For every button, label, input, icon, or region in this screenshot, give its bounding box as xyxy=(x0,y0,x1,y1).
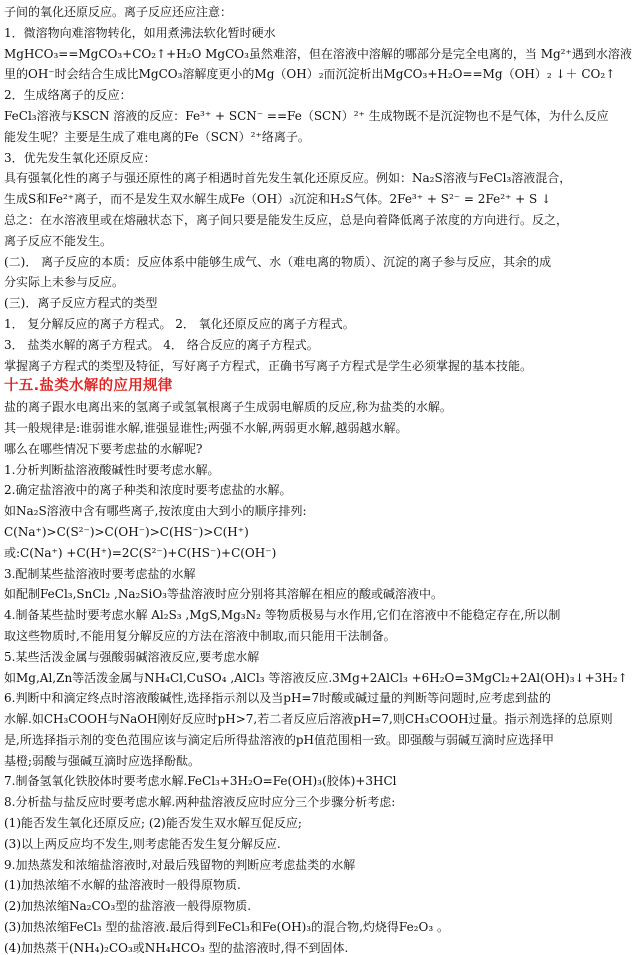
text-line: 3．优先发生氧化还原反应： xyxy=(4,150,156,165)
text-line: C(Na⁺)>C(S²⁻)>C(OH⁻)>C(HS⁻)>C(H⁺) xyxy=(4,524,249,539)
text-line: 2.确定盐溶液中的离子种类和浓度时要考虑盐的水解。 xyxy=(4,483,292,498)
text-line: 3.配制某些盐溶液时要考虑盐的水解 xyxy=(4,566,196,581)
text-line: 掌握离子方程式的类型及特征，写好离子方程式，正确书写离子方程式是学生必须掌握的基本技能。 xyxy=(4,358,533,373)
text-line: 离子反应不能发生。 xyxy=(4,233,113,248)
text-line: 盐的离子跟水电离出来的氢离子或氢氧根离子生成弱电解质的反应,称为盐类的水解。 xyxy=(4,400,452,415)
text-line: 水解.如CH₃COOH与NaOH刚好反应时pH>7,若二者反应后溶液pH=7,则CH₃COOH过量。指示剂选择的总原则 xyxy=(4,712,613,727)
text-line: 取这些物质时,不能用复分解反应的方法在溶液中制取,而只能用干法制备。 xyxy=(4,628,396,643)
text-line: (1)能否发生氧化还原反应; (2)能否发生双水解互促反应; xyxy=(4,816,302,831)
section-heading: 十五.盐类水解的应用规律 xyxy=(4,378,173,395)
text-line: (2)加热浓缩Na₂CO₃型的盐溶液一般得原物质. xyxy=(4,899,252,914)
text-line: 4.制备某些盐时要考虑水解 Al₂S₃ ,MgS,Mg₃N₂ 等物质极易与水作用,它们在溶液中不能稳定存在,所以制 xyxy=(4,608,561,623)
text-line: MgHCO₃==MgCO₃+CO₂↑+H₂O MgCO₃虽然难溶，但在溶液中溶解的哪部分是完全电离的，当 Mg²⁺遇到水溶液 xyxy=(4,46,632,61)
text-line: 生成S和Fe²⁺离子，而不是发生双水解生成Fe（OH）₃沉淀和H₂S气体。2Fe³⁺ + S²⁻ = 2Fe²⁺ + S ↓ xyxy=(4,192,552,207)
text-line: 3． 盐类水解的离子方程式。 4． 络合反应的离子方程式。 xyxy=(4,337,319,352)
text-line: 具有强氧化性的离子与强还原性的离子相遇时首先发生氧化还原反应。例如：Na₂S溶液与FeCl₃溶液混合， xyxy=(4,171,572,186)
text-line: 是,所选择指示剂的变色范围应该与滴定后所得盐溶液的pH值范围相一致。即强酸与弱碱互滴时应选择甲 xyxy=(4,732,554,747)
text-line: (3)加热浓缩FeCl₃ 型的盐溶液.最后得到FeCl₃和Fe(OH)₃的混合物,灼烧得Fe₂O₃ 。 xyxy=(4,920,449,935)
text-line: 如Mg,Al,Zn等活泼金属与NH₄Cl,CuSO₄ ,AlCl₃ 等溶液反应.3Mg+2AlCl₃ +6H₂O=3MgCl₂+2Al(OH)₃↓+3H₂↑ xyxy=(4,670,628,685)
text-line: 6.判断中和滴定终点时溶液酸碱性,选择指示剂以及当pH=7时酸或碱过量的判断等问题时,应考虑到盐的 xyxy=(4,691,551,706)
text-line: 1．微溶物向难溶物转化，如用煮沸法软化暂时硬水 xyxy=(4,25,276,40)
text-line: (4)加热蒸干(NH₄)₂CO₃或NH₄HCO₃ 型的盐溶液时,得不到固体. xyxy=(4,940,349,955)
text-line: 5.某些活泼金属与强酸弱碱溶液反应,要考虑水解 xyxy=(4,649,260,664)
text-line: (1)加热浓缩不水解的盐溶液时一般得原物质. xyxy=(4,878,241,893)
text-line: 里的OH⁻时会结合生成比MgCO₃溶解度更小的Mg（OH）₂而沉淀析出MgCO₃+H₂O==Mg（OH）₂ ↓＋ CO₂↑ xyxy=(4,67,616,82)
text-line: 或:C(Na⁺) +C(H⁺)=2C(S²⁻)+C(HS⁻)+C(OH⁻) xyxy=(4,545,277,560)
text-line: 分实际上未参与反应。 xyxy=(4,275,125,290)
text-line: 子间的氧化还原反应。离子反应还应注意： xyxy=(4,5,233,19)
text-line: 哪么在哪些情况下要考虑盐的水解呢? xyxy=(4,441,203,456)
text-line: 2．生成络离子的反应： xyxy=(4,88,132,103)
text-line: 如配制FeCl₃,SnCl₂ ,Na₂SiO₃等盐溶液时应分别将其溶解在相应的酸或碱溶液中。 xyxy=(4,587,443,602)
text-line: 总之：在水溶液里或在熔融状态下，离子间只要是能发生反应，总是向着降低离子浓度的方向进行。反之， xyxy=(4,212,569,227)
text-line: 1． 复分解反应的离子方程式。 2． 氧化还原反应的离子方程式。 xyxy=(4,316,355,331)
text-line: 其一般规律是:谁弱谁水解,谁强显谁性;两强不水解,两弱更水解,越弱越水解。 xyxy=(4,420,408,435)
text-line: (3)以上两反应均不发生,则考虑能否发生复分解反应. xyxy=(4,836,281,851)
text-line: (二)． 离子反应的本质：反应体系中能够生成气、水（难电离的物质）、沉淀的离子参与反应，其余的成 xyxy=(4,254,552,269)
text-line: 8.分析盐与盐反应时要考虑水解.两种盐溶液反应时应分三个步骤分析考虑: xyxy=(4,795,396,810)
text-line: 如Na₂S溶液中含有哪些离子,按浓度由大到小的顺序排列: xyxy=(4,504,307,519)
text-line: 基橙;弱酸与强碱互滴时应选择酚酞。 xyxy=(4,753,201,768)
text-line: (三)．离子反应方程式的类型 xyxy=(4,296,158,311)
text-line: 7.制备氢氧化铁胶体时要考虑水解.FeCl₃+3H₂O=Fe(OH)₃(胶体)+3HCl xyxy=(4,774,397,789)
text-line: 1.分析判断盐溶液酸碱性时要考虑水解。 xyxy=(4,462,220,477)
text-line: 能发生呢？主要是生成了难电离的Fe（SCN）²⁺络离子。 xyxy=(4,129,310,144)
text-line: FeCl₃溶液与KSCN 溶液的反应：Fe³⁺ + SCN⁻ ==Fe（SCN）²⁺ 生成物既不是沉淀物也不是气体，为什么反应 xyxy=(4,108,609,123)
text-line: 9.加热蒸发和浓缩盐溶液时,对最后残留物的判断应考虑盐类的水解 xyxy=(4,857,356,872)
